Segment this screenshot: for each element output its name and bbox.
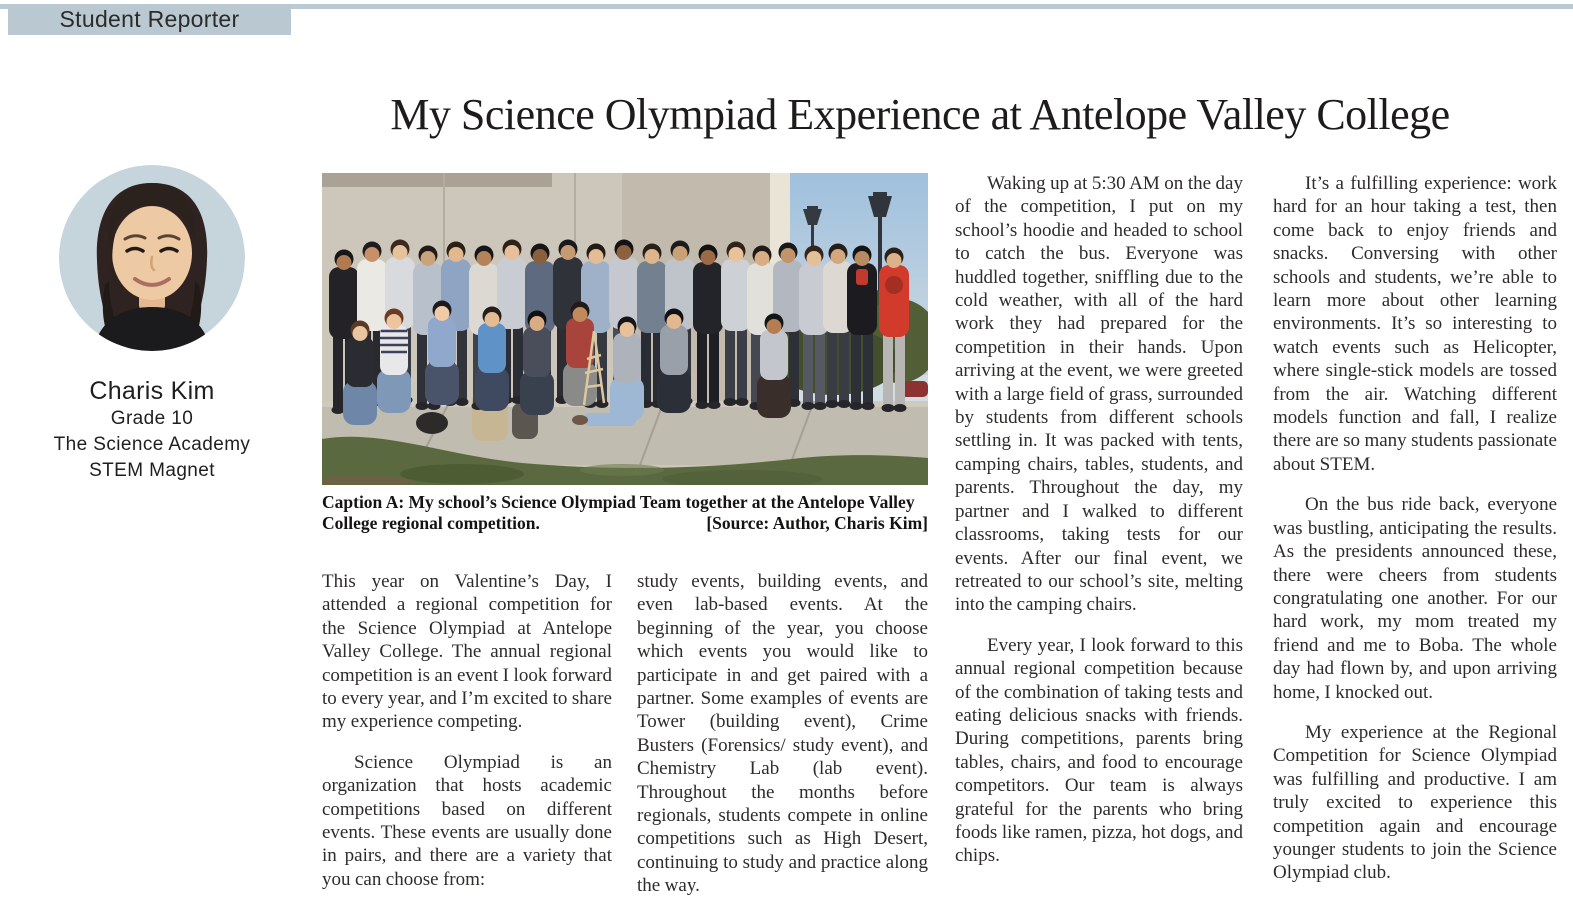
author-school-line-1: The Science Academy bbox=[53, 434, 251, 455]
article-paragraph: Waking up at 5:30 AM on the day of the competition, I put on my school’s hoodie and headed to school to catch the bus. Everyone was huddled together, sniffling due to the cold weather, with all of the hard work they had prepared for the competition in their hands. Upon arriving at the event, we were greeted with a large field of grass, surrounded by students from different schools settling in. It was packed with tents, camping chairs, tables, students, and parents. Throughout the day, my partner and I walked to different classrooms, taking tests for our events. After our final event, we retreated to our school’s site, melting into the camping chairs. bbox=[955, 173, 1243, 616]
article-column-1 bbox=[322, 570, 612, 891]
article-paragraph: My experience at the Regional Competition for Science Olympiad was fulfilling and productive. I am truly excited to experience this competition again and encourage younger students to join the Science Olympiad club. bbox=[1273, 721, 1557, 884]
author-school-line-2: STEM Magnet bbox=[89, 460, 215, 481]
author-photo bbox=[59, 165, 245, 351]
section-tag-label: Student Reporter bbox=[59, 6, 240, 32]
article-paragraph: It’s a fulfilling experience: work hard for an hour taking a test, then come back to enjoy friends and snacks. Conversing with other schools and students, we’re able to learn more about other learning environments. It’s so interesting to watch events such as Helicopter, where single-stick models are tossed from the air. Watching different models function and fall, I realize there are so many students passionate about STEM. bbox=[1273, 173, 1557, 475]
section-tag-banner bbox=[8, 4, 291, 35]
article-figure bbox=[322, 173, 928, 534]
author-name: Charis Kim bbox=[89, 377, 215, 405]
author-grade: Grade 10 bbox=[110, 408, 194, 429]
article-paragraph: On the bus ride back, everyone was bustling, anticipating the results. As the presidents announced these, there were cheers from students congratulating one another. For our hard work, my mom treated my friend and me to Boba. The whole day had flown by, and upon arriving home, I knocked out. bbox=[1273, 494, 1557, 703]
article-column-2 bbox=[637, 570, 928, 898]
article-paragraph: This year on Valentine’s Day, I attended a regional competition for the Science Olympiad at Antelope Valley College. The annual regional competition is an event I look forward to every year, and I’m excited to share my experience competing. bbox=[322, 571, 612, 733]
article-paragraph: Every year, I look forward to this annual regional competition because of the combination of taking tests and eating delicious snacks with friends. During competitions, parents bring tables, chairs, and food to encourage competitors. Our team is always grateful for the parents who bring foods like ramen, pizza, hot dogs, and chips. bbox=[955, 634, 1243, 867]
article-column-4 bbox=[1273, 172, 1557, 885]
article-paragraph: study events, building events, and even lab-based events. At the beginning of the year, you choose which events you would like to participate in and get paired with a partner. Some examples of events are Tower (building event), Crime Busters (Forensics/ study event), and Chemistry Lab (lab event). Throughout the months before regionals, students compete in online competitions such as High Desert, continuing to study and practice along the way. bbox=[637, 571, 928, 897]
figure-caption bbox=[322, 492, 928, 534]
author-byline-block bbox=[38, 165, 266, 484]
figure-source: [Source: Author, Charis Kim] bbox=[706, 513, 928, 533]
group-photo-illustration bbox=[322, 173, 928, 485]
figure-caption-text: Caption A: My school’s Science Olympiad Team together at the Antelope Valley College regional competition. bbox=[322, 492, 915, 533]
article-title: My Science Olympiad Experience at Antelope Valley College bbox=[390, 90, 1450, 140]
article-paragraph: Science Olympiad is an organization that hosts academic competitions based on different events. These events are usually done in pairs, and there are a variety that you can choose from: bbox=[322, 751, 612, 890]
article-column-3 bbox=[955, 172, 1243, 868]
author-portrait-illustration bbox=[59, 165, 245, 351]
